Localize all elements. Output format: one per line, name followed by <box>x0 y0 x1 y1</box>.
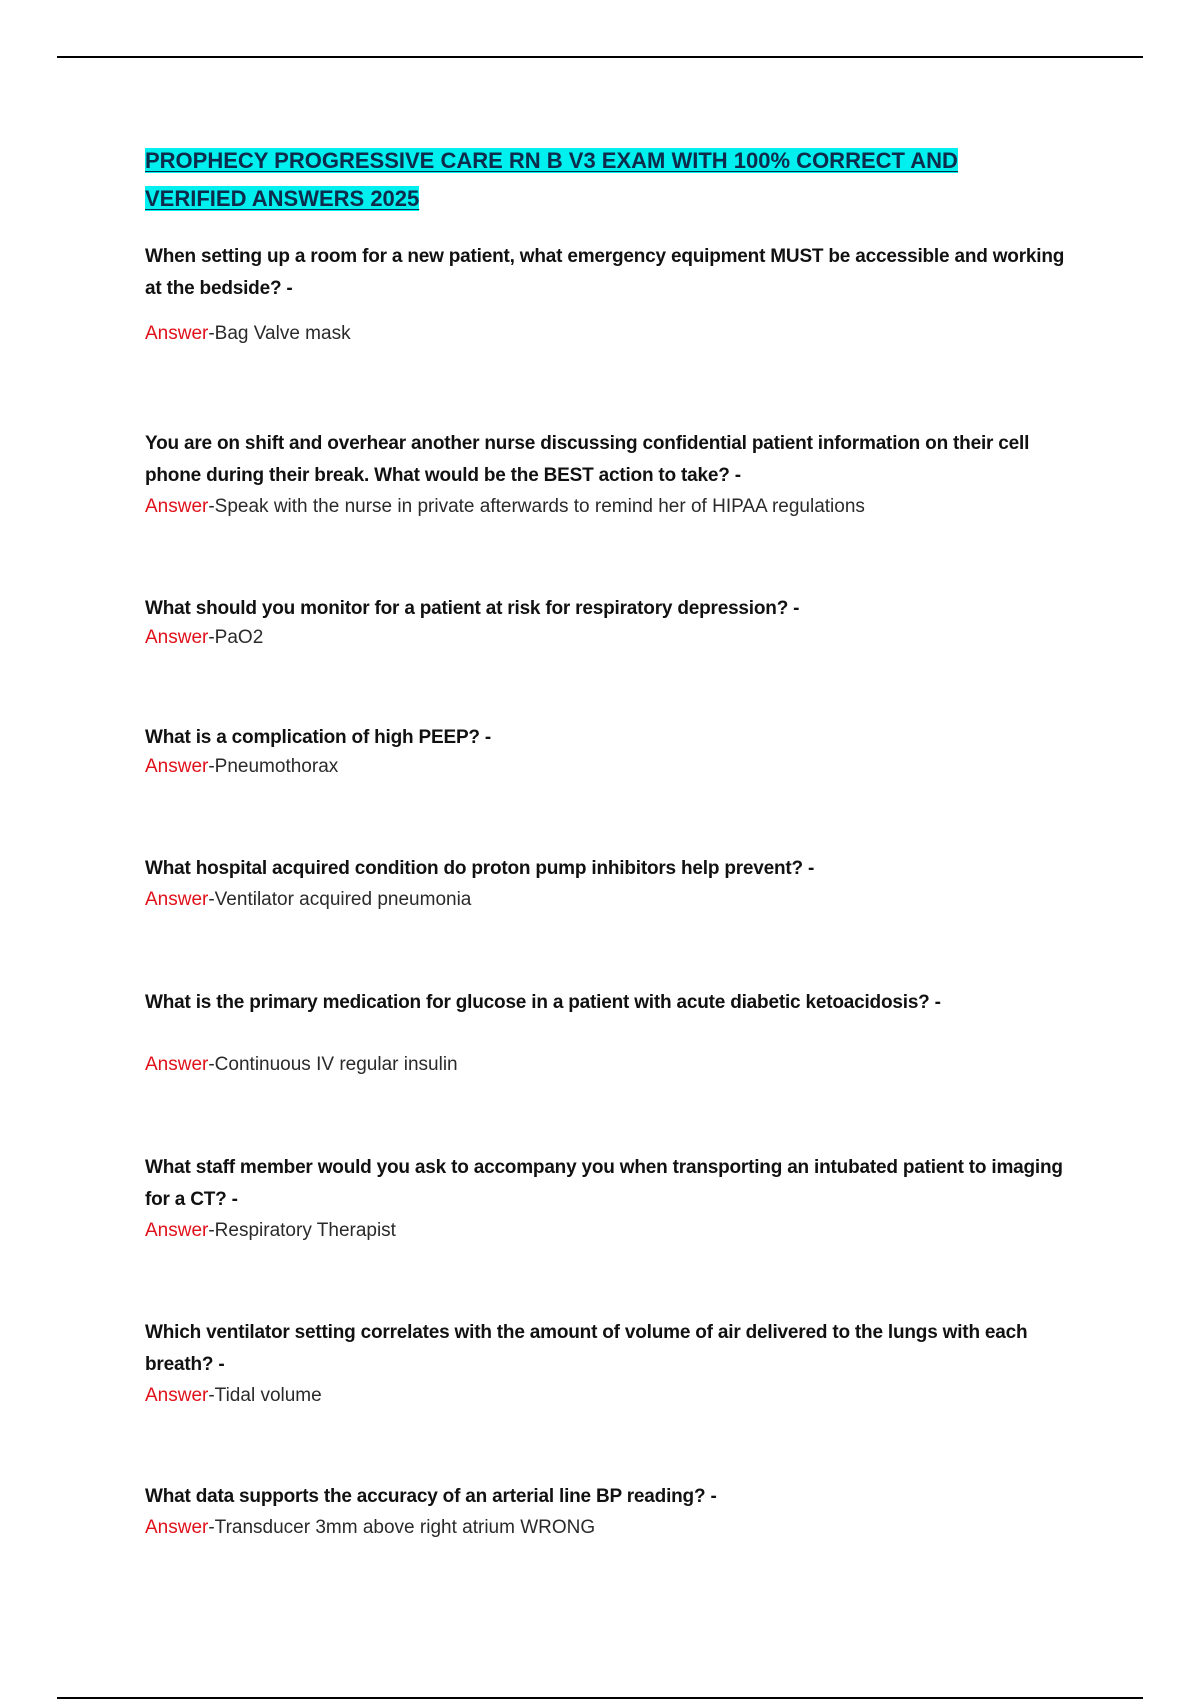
qa-item-9 <box>145 1481 1085 1543</box>
top-rule <box>57 56 1143 58</box>
answer-text: -Transducer 3mm above right atrium WRONG <box>208 1517 596 1538</box>
answer-2 <box>145 492 1085 522</box>
document-title <box>145 142 1045 218</box>
question-5: What hospital acquired condition do proton pump inhibitors help prevent? - <box>145 858 815 879</box>
question-8: Which ventilator setting correlates with the amount of volume of air delivered to the lungs with each breath? - <box>145 1322 1028 1375</box>
answer-6 <box>145 1050 1085 1080</box>
answer-text: -Continuous IV regular insulin <box>208 1054 458 1075</box>
answer-text: -Speak with the nurse in private afterwards to remind her of HIPAA regulations <box>208 496 865 517</box>
question-4: What is a complication of high PEEP? - <box>145 727 492 748</box>
qa-item-5 <box>145 853 1085 915</box>
qa-item-2 <box>145 428 1085 522</box>
answer-label: Answer <box>145 627 209 648</box>
question-2: You are on shift and overhear another nurse discussing confidential patient information on their cell phone during their break. What would be the BEST action to take? - <box>145 433 1030 486</box>
answer-text: -Ventilator acquired pneumonia <box>208 889 472 910</box>
answer-label: Answer <box>145 1385 209 1406</box>
answer-8 <box>145 1381 1085 1411</box>
answer-text: -Respiratory Therapist <box>208 1220 396 1241</box>
answer-label: Answer <box>145 1054 209 1075</box>
answer-label: Answer <box>145 323 209 344</box>
qa-item-4 <box>145 722 1085 780</box>
answer-text: -Bag Valve mask <box>208 323 351 344</box>
answer-3 <box>145 625 1085 651</box>
answer-label: Answer <box>145 1220 209 1241</box>
answer-text: -PaO2 <box>208 627 264 648</box>
answer-5 <box>145 885 1085 915</box>
qa-item-3 <box>145 593 1085 651</box>
question-6: What is the primary medication for glucose in a patient with acute diabetic ketoacidosis? - <box>145 992 941 1013</box>
answer-label: Answer <box>145 1517 209 1538</box>
answer-7 <box>145 1216 1085 1246</box>
answer-9 <box>145 1513 1085 1543</box>
question-3: What should you monitor for a patient at risk for respiratory depression? - <box>145 598 800 619</box>
question-1: When setting up a room for a new patient, what emergency equipment MUST be accessible and working at the bedside? - <box>145 246 1065 299</box>
document-title-text: PROPHECY PROGRESSIVE CARE RN B V3 EXAM WITH 100% CORRECT AND VERIFIED ANSWERS 2025 <box>145 148 958 211</box>
answer-text: -Pneumothorax <box>208 756 339 777</box>
bottom-rule <box>57 1697 1143 1699</box>
answer-label: Answer <box>145 496 209 517</box>
answer-label: Answer <box>145 889 209 910</box>
answer-1 <box>145 319 1085 349</box>
qa-item-1 <box>145 241 1085 349</box>
answer-label: Answer <box>145 756 209 777</box>
qa-item-8 <box>145 1317 1085 1411</box>
qa-item-6 <box>145 987 1085 1080</box>
answer-4 <box>145 754 1085 780</box>
question-7: What staff member would you ask to accompany you when transporting an intubated patient to imaging for a CT? - <box>145 1157 1063 1210</box>
question-9: What data supports the accuracy of an arterial line BP reading? - <box>145 1486 717 1507</box>
answer-text: -Tidal volume <box>208 1385 322 1406</box>
qa-item-7 <box>145 1152 1085 1246</box>
